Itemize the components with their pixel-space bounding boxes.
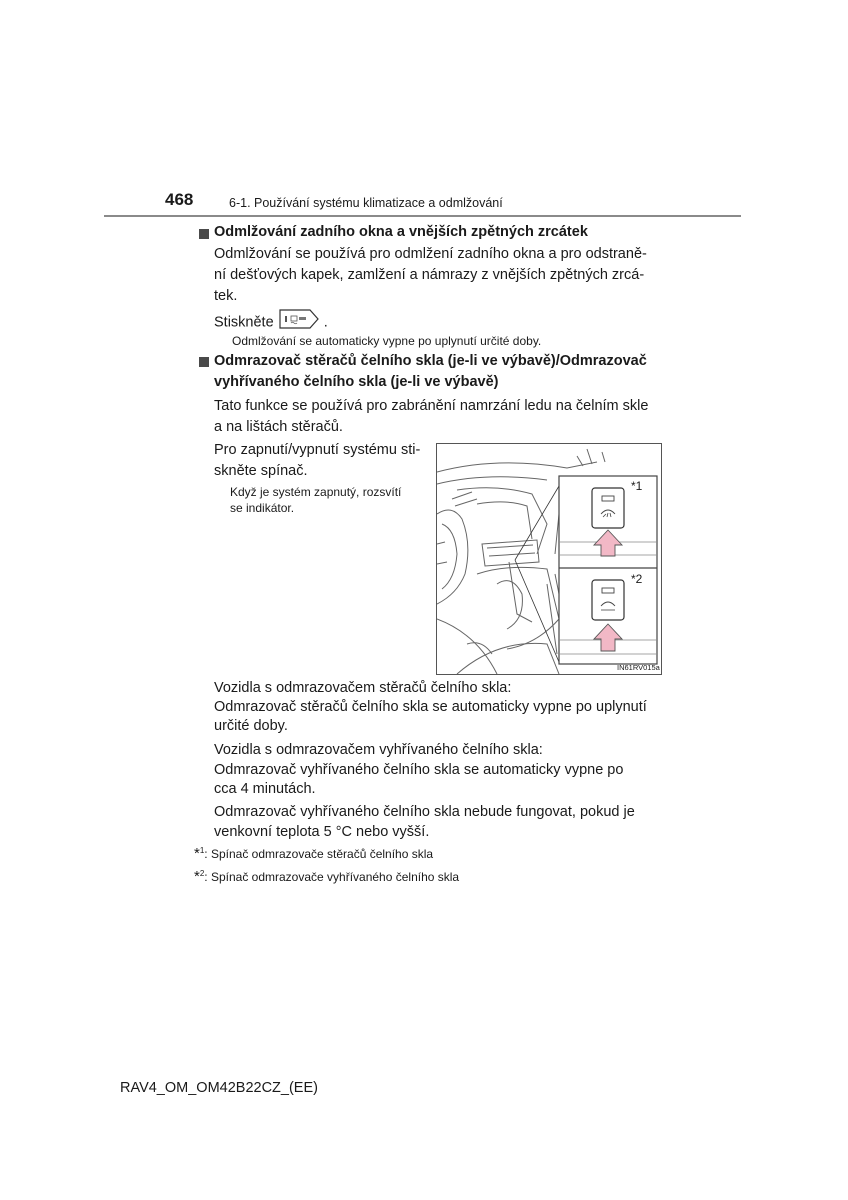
press-label: Stiskněte — [214, 314, 274, 331]
section1-body-line: tek. — [214, 288, 238, 304]
section1-note: Odmlžování se automaticky vypne po uplynutí určité doby. — [232, 334, 542, 348]
footnote-mark: * — [194, 868, 200, 885]
section1-body-line: ní dešťových kapek, zamlžení a námrazy z vnějších zpětných zrcá- — [214, 267, 645, 283]
footnote-1 — [194, 845, 433, 862]
para1-line: Vozidla s odmrazovačem stěračů čelního skla: — [214, 680, 512, 696]
footnote-number: 1 — [199, 846, 205, 855]
footnote-2 — [194, 868, 459, 885]
footer-code: RAV4_OM_OM42B22CZ_(EE) — [120, 1080, 318, 1096]
figure-label-1: *1 — [631, 479, 643, 493]
para2-line: Odmrazovač vyhřívaného čelního skla se automaticky vypne po — [214, 762, 624, 778]
page-number: 468 — [165, 190, 194, 209]
dashboard-figure — [436, 443, 662, 675]
section1-title: Odmlžování zadního okna a vnějších zpětných zrcátek — [214, 224, 588, 240]
figure-label-2: *2 — [631, 572, 643, 586]
indicator-note-line: se indikátor. — [230, 501, 295, 515]
section2-title-line: Odmrazovač stěračů čelního skla (je-li ve výbavě)/Odmrazovač — [214, 353, 647, 369]
bullet-square-icon — [199, 357, 209, 367]
indicator-note-line: Když je systém zapnutý, rozsvítí — [230, 485, 402, 499]
footnote-text: : Spínač odmrazovače vyhřívaného čelního skla — [204, 870, 460, 884]
footnote-mark: * — [194, 845, 200, 862]
section-header: 6-1. Používání systému klimatizace a odmlžování — [229, 196, 503, 210]
section2-body-line: Tato funkce se používá pro zabránění namrzání ledu na čelním skle — [214, 398, 649, 414]
instruction-line: Pro zapnutí/vypnutí systému sti- — [214, 442, 421, 458]
bullet-square-icon — [199, 229, 209, 239]
section2-body-line: a na lištách stěračů. — [214, 419, 343, 435]
dashboard-illustration — [437, 444, 661, 674]
section2-title-line: vyhřívaného čelního skla (je-li ve výbavě) — [214, 374, 499, 390]
para3-line: Odmrazovač vyhřívaného čelního skla nebude fungovat, pokud je — [214, 804, 635, 820]
footnote-number: 2 — [199, 869, 205, 878]
instruction-line: skněte spínač. — [214, 463, 308, 479]
header-rule — [104, 215, 741, 217]
footnote-text: : Spínač odmrazovače stěračů čelního skla — [204, 847, 434, 861]
para2-line: Vozidla s odmrazovačem vyhřívaného čelního skla: — [214, 742, 543, 758]
para1-line: Odmrazovač stěračů čelního skla se automaticky vypne po uplynutí — [214, 699, 647, 715]
section1-body-line: Odmlžování se používá pro odmlžení zadního okna a pro odstraně- — [214, 246, 647, 262]
figure-code: IN61RV015a — [617, 663, 660, 672]
para3-line: venkovní teplota 5 °C nebo vyšší. — [214, 824, 430, 840]
para1-line: určité doby. — [214, 718, 288, 734]
press-end: . — [323, 314, 328, 331]
para2-line: cca 4 minutách. — [214, 781, 316, 797]
